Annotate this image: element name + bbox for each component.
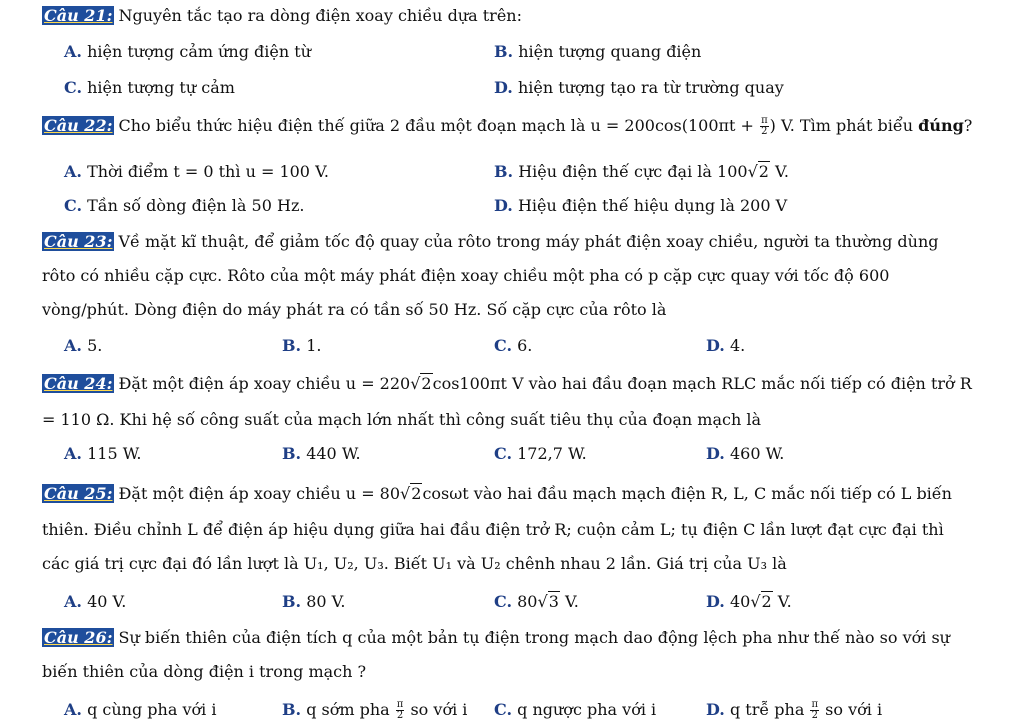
q22-stem: Câu 22: Cho biểu thức hiệu điện thế giữa 2 đầu một đoạn mạch là u = 200cos(100πt + $\frac{\pi}{2}$ ) V. Tìm phát biểu đúng? — [44, 115, 973, 137]
fraction-pi-over-2: $\frac{\pi}{2}$ — [811, 699, 819, 721]
q21-stem — [42, 6, 522, 26]
q25-option-a[interactable]: A. 40 V. — [64, 592, 127, 611]
q23-stem-line-2: rôto có nhiều cặp cực. Rôto của một máy phát điện xoay chiều một pha có p cặp cực quay với tốc độ 600 — [42, 266, 890, 285]
q22-label: Câu 22: — [44, 116, 113, 135]
q25-label: Câu 25: — [44, 484, 113, 503]
fraction-pi-over-2: $\frac{\pi}{2}$ — [761, 115, 768, 137]
q25-option-d[interactable]: D. 40√2 V. — [706, 592, 792, 611]
q24-option-a[interactable]: A. 115 W. — [64, 444, 142, 463]
fraction-pi-over-2: $\frac{\pi}{2}$ — [396, 699, 404, 721]
q21-option-d[interactable]: D. hiện tượng tạo ra từ trường quay — [494, 78, 784, 97]
q23-option-a[interactable]: A. 5. — [64, 336, 103, 355]
q24-option-d[interactable]: D. 460 W. — [706, 444, 785, 463]
q25-stem-line-1: Câu 25: Đặt một điện áp xoay chiều u = 80√2cosωt vào hai đầu mạch mạch điện R, L, C mắc nối tiếp có L biến — [44, 484, 952, 503]
q25-stem-line-2: thiên. Điều chỉnh L để điện áp hiệu dụng giữa hai đầu điện trở R; cuộn cảm L; tụ điện C lần lượt đạt cực đại thì — [42, 520, 944, 539]
q23-label: Câu 23: — [44, 232, 113, 251]
q21-text: Nguyên tắc tạo ra dòng điện xoay chiều dựa trên: — [118, 6, 522, 25]
q26-option-d[interactable]: D. q trễ pha $\frac{\pi}{2}$ so với i — [706, 699, 883, 721]
q23-option-b[interactable]: B. 1. — [282, 336, 322, 355]
q22-option-d[interactable]: D. Hiệu điện thế hiệu dụng là 200 V — [494, 196, 788, 215]
q24-stem-line-1: Câu 24: Đặt một điện áp xoay chiều u = 220√2cos100πt V vào hai đầu đoạn mạch RLC mắc nối tiếp có điện trở R — [44, 374, 972, 393]
q26-option-a[interactable]: A. q cùng pha với i — [64, 700, 217, 719]
q24-label: Câu 24: — [44, 374, 113, 393]
q22-option-a[interactable]: A. Thời điểm t = 0 thì u = 100 V. — [64, 162, 329, 181]
q26-label: Câu 26: — [44, 628, 113, 647]
q21-option-a[interactable]: A. hiện tượng cảm ứng điện từ — [64, 42, 312, 61]
q25-option-c[interactable]: C. 80√3 V. — [494, 592, 579, 611]
q25-stem-line-3: các giá trị cực đại đó lần lượt là U₁, U₂, U₃. Biết U₁ và U₂ chênh nhau 2 lần. Giá trị của U₃ là — [42, 554, 787, 573]
q26-stem-line-2: biến thiên của dòng điện i trong mạch ? — [42, 662, 367, 681]
q24-option-b[interactable]: B. 440 W. — [282, 444, 361, 463]
q21-option-c[interactable]: C. hiện tượng tự cảm — [64, 78, 235, 97]
q24-stem-line-2: = 110 Ω. Khi hệ số công suất của mạch lớn nhất thì công suất tiêu thụ của đoạn mạch là — [42, 410, 761, 429]
q23-option-d[interactable]: D. 4. — [706, 336, 746, 355]
q23-stem-line-3: vòng/phút. Dòng điện do máy phát ra có tần số 50 Hz. Số cặp cực của rôto là — [42, 300, 667, 319]
q26-stem-line-1: Câu 26: Sự biến thiên của điện tích q của một bản tụ điện trong mạch dao động lệch pha như thế nào so với sự — [44, 628, 950, 647]
q26-option-c[interactable]: C. q ngược pha với i — [494, 700, 657, 719]
q21-label: Câu 21: — [44, 6, 113, 25]
q22-option-c[interactable]: C. Tần số dòng điện là 50 Hz. — [64, 196, 305, 215]
q22-option-b[interactable]: B. Hiệu điện thế cực đại là 100√2 V. — [494, 162, 789, 181]
q26-option-b[interactable]: B. q sớm pha $\frac{\pi}{2}$ so với i — [282, 699, 468, 721]
q21-option-b[interactable]: B. hiện tượng quang điện — [494, 42, 702, 61]
q24-option-c[interactable]: C. 172,7 W. — [494, 444, 587, 463]
q23-stem-line-1: Câu 23: Về mặt kĩ thuật, để giảm tốc độ quay của rôto trong máy phát điện xoay chiều, người ta thường dùng — [44, 232, 939, 251]
q25-option-b[interactable]: B. 80 V. — [282, 592, 346, 611]
q23-option-c[interactable]: C. 6. — [494, 336, 533, 355]
